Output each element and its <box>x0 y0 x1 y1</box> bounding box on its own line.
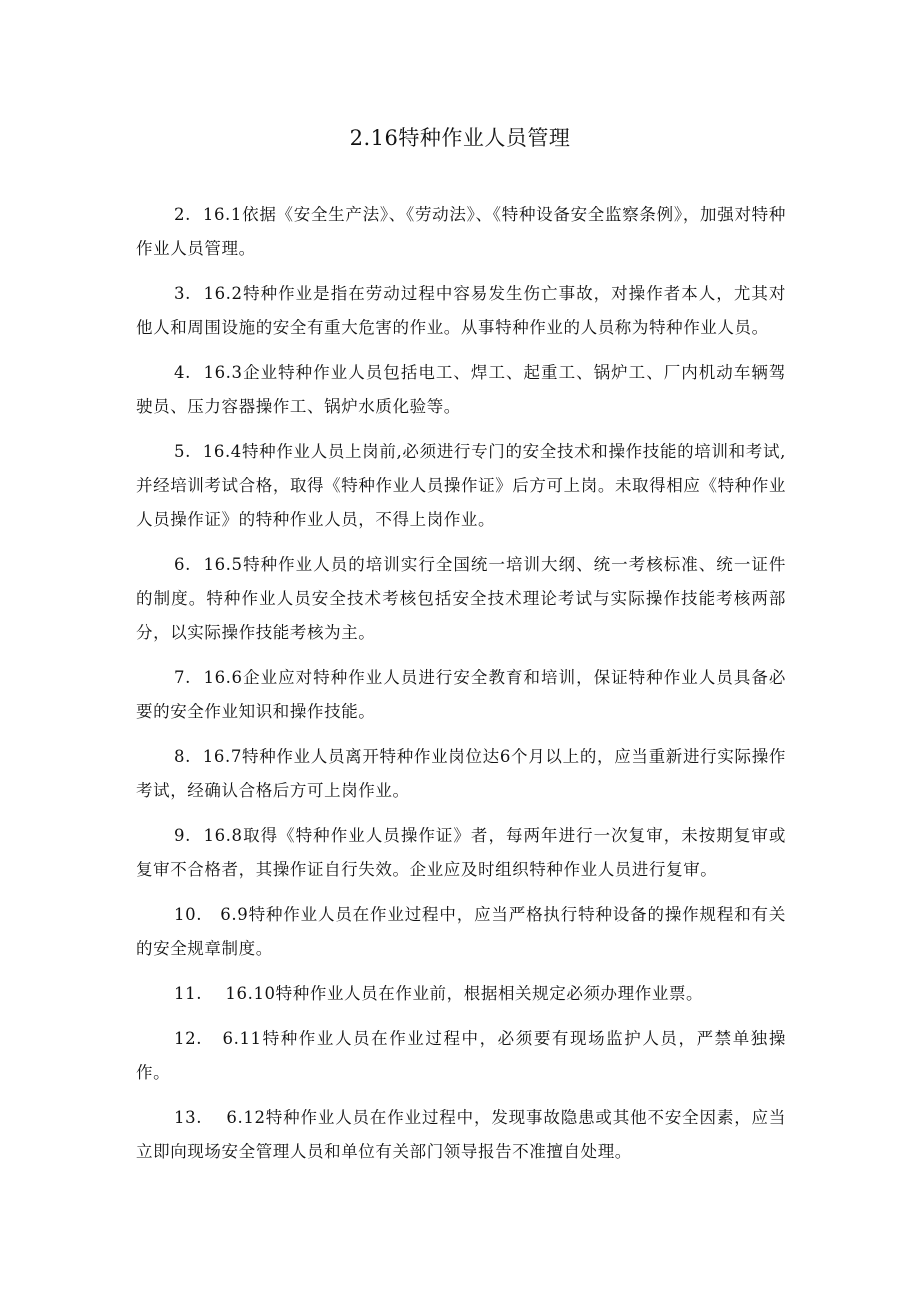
document-body <box>136 198 786 1180</box>
paragraph-number: 10. 6.9 <box>174 905 249 924</box>
page-title: 2.16特种作业人员管理 <box>349 126 571 150</box>
paragraph-text: 特种作业是指在劳动过程中容易发生伤亡事故，对操作者本人，尤其对他人和周围设施的安全有重大危害的作业。从事特种作业的人员称为特种作业人员。 <box>136 284 786 337</box>
paragraph-number: 4. 16.3 <box>174 363 243 382</box>
paragraph-11 <box>136 1022 786 1090</box>
paragraph-number: 3. 16.2 <box>174 284 243 303</box>
paragraph-7 <box>136 740 786 808</box>
paragraph-number: 8. 16.7 <box>174 747 242 766</box>
paragraph-text: 依据《安全生产法》、《劳动法》、《特种设备安全监察条例》，加强对特种作业人员管理。 <box>136 205 786 258</box>
paragraph-2 <box>136 277 786 345</box>
paragraph-3 <box>136 356 786 424</box>
paragraph-10 <box>136 977 786 1011</box>
paragraph-text: 特种作业人员在作业过程中，发现事故隐患或其他不安全因素，应当立即向现场安全管理人员和单位有关部门领导报告不准擅自处理。 <box>136 1108 787 1161</box>
paragraph-number: 9. 16.8 <box>174 826 243 845</box>
paragraph-number: 7. 16.6 <box>174 668 243 687</box>
paragraph-text: 企业应对特种作业人员进行安全教育和培训，保证特种作业人员具备必要的安全作业知识和操作技能。 <box>136 668 786 721</box>
paragraph-text: 特种作业人员上岗前,必须进行专门的安全技术和操作技能的培训和考试,并经培训考试合格，取得《特种作业人员操作证》后方可上岗。未取得相应《特种作业人员操作证》的特种作业人员，不得上岗作业。 <box>136 442 786 529</box>
paragraph-5 <box>136 548 786 650</box>
paragraph-text: 特种作业人员在作业前，根据相关规定必须办理作业票。 <box>275 984 704 1003</box>
paragraph-text: 企业特种作业人员包括电工、焊工、起重工、锅炉工、厂内机动车辆驾驶员、压力容器操作工、锅炉水质化验等。 <box>136 363 786 416</box>
paragraph-6 <box>136 661 786 729</box>
paragraph-text: 取得《特种作业人员操作证》者，每两年进行一次复审，未按期复审或复审不合格者，其操作证自行失效。企业应及时组织特种作业人员进行复审。 <box>136 826 786 879</box>
paragraph-12 <box>136 1101 786 1169</box>
paragraph-9 <box>136 898 786 966</box>
paragraph-4 <box>136 435 786 537</box>
paragraph-number: 6. 16.5 <box>174 555 243 574</box>
paragraph-number: 13. 6.12 <box>174 1108 266 1127</box>
paragraph-number: 12. 6.11 <box>174 1029 262 1048</box>
paragraph-number: 11. 16.10 <box>174 984 276 1003</box>
paragraph-text: 特种作业人员的培训实行全国统一培训大纲、统一考核标准、统一证件的制度。特种作业人员安全技术考核包括安全技术理论考试与实际操作技能考核两部分，以实际操作技能考核为主。 <box>136 555 786 642</box>
paragraph-text: 特种作业人员在作业过程中，必须要有现场监护人员，严禁单独操作。 <box>136 1029 786 1082</box>
paragraph-8 <box>136 819 786 887</box>
paragraph-text: 特种作业人员在作业过程中，应当严格执行特种设备的操作规程和有关的安全规章制度。 <box>136 905 786 958</box>
paragraph-number: 5. 16.4 <box>174 442 242 461</box>
paragraph-number: 2. 16.1 <box>174 205 242 224</box>
paragraph-text: 特种作业人员离开特种作业岗位达6个月以上的，应当重新进行实际操作考试，经确认合格后方可上岗作业。 <box>136 747 786 800</box>
paragraph-1 <box>136 198 786 266</box>
